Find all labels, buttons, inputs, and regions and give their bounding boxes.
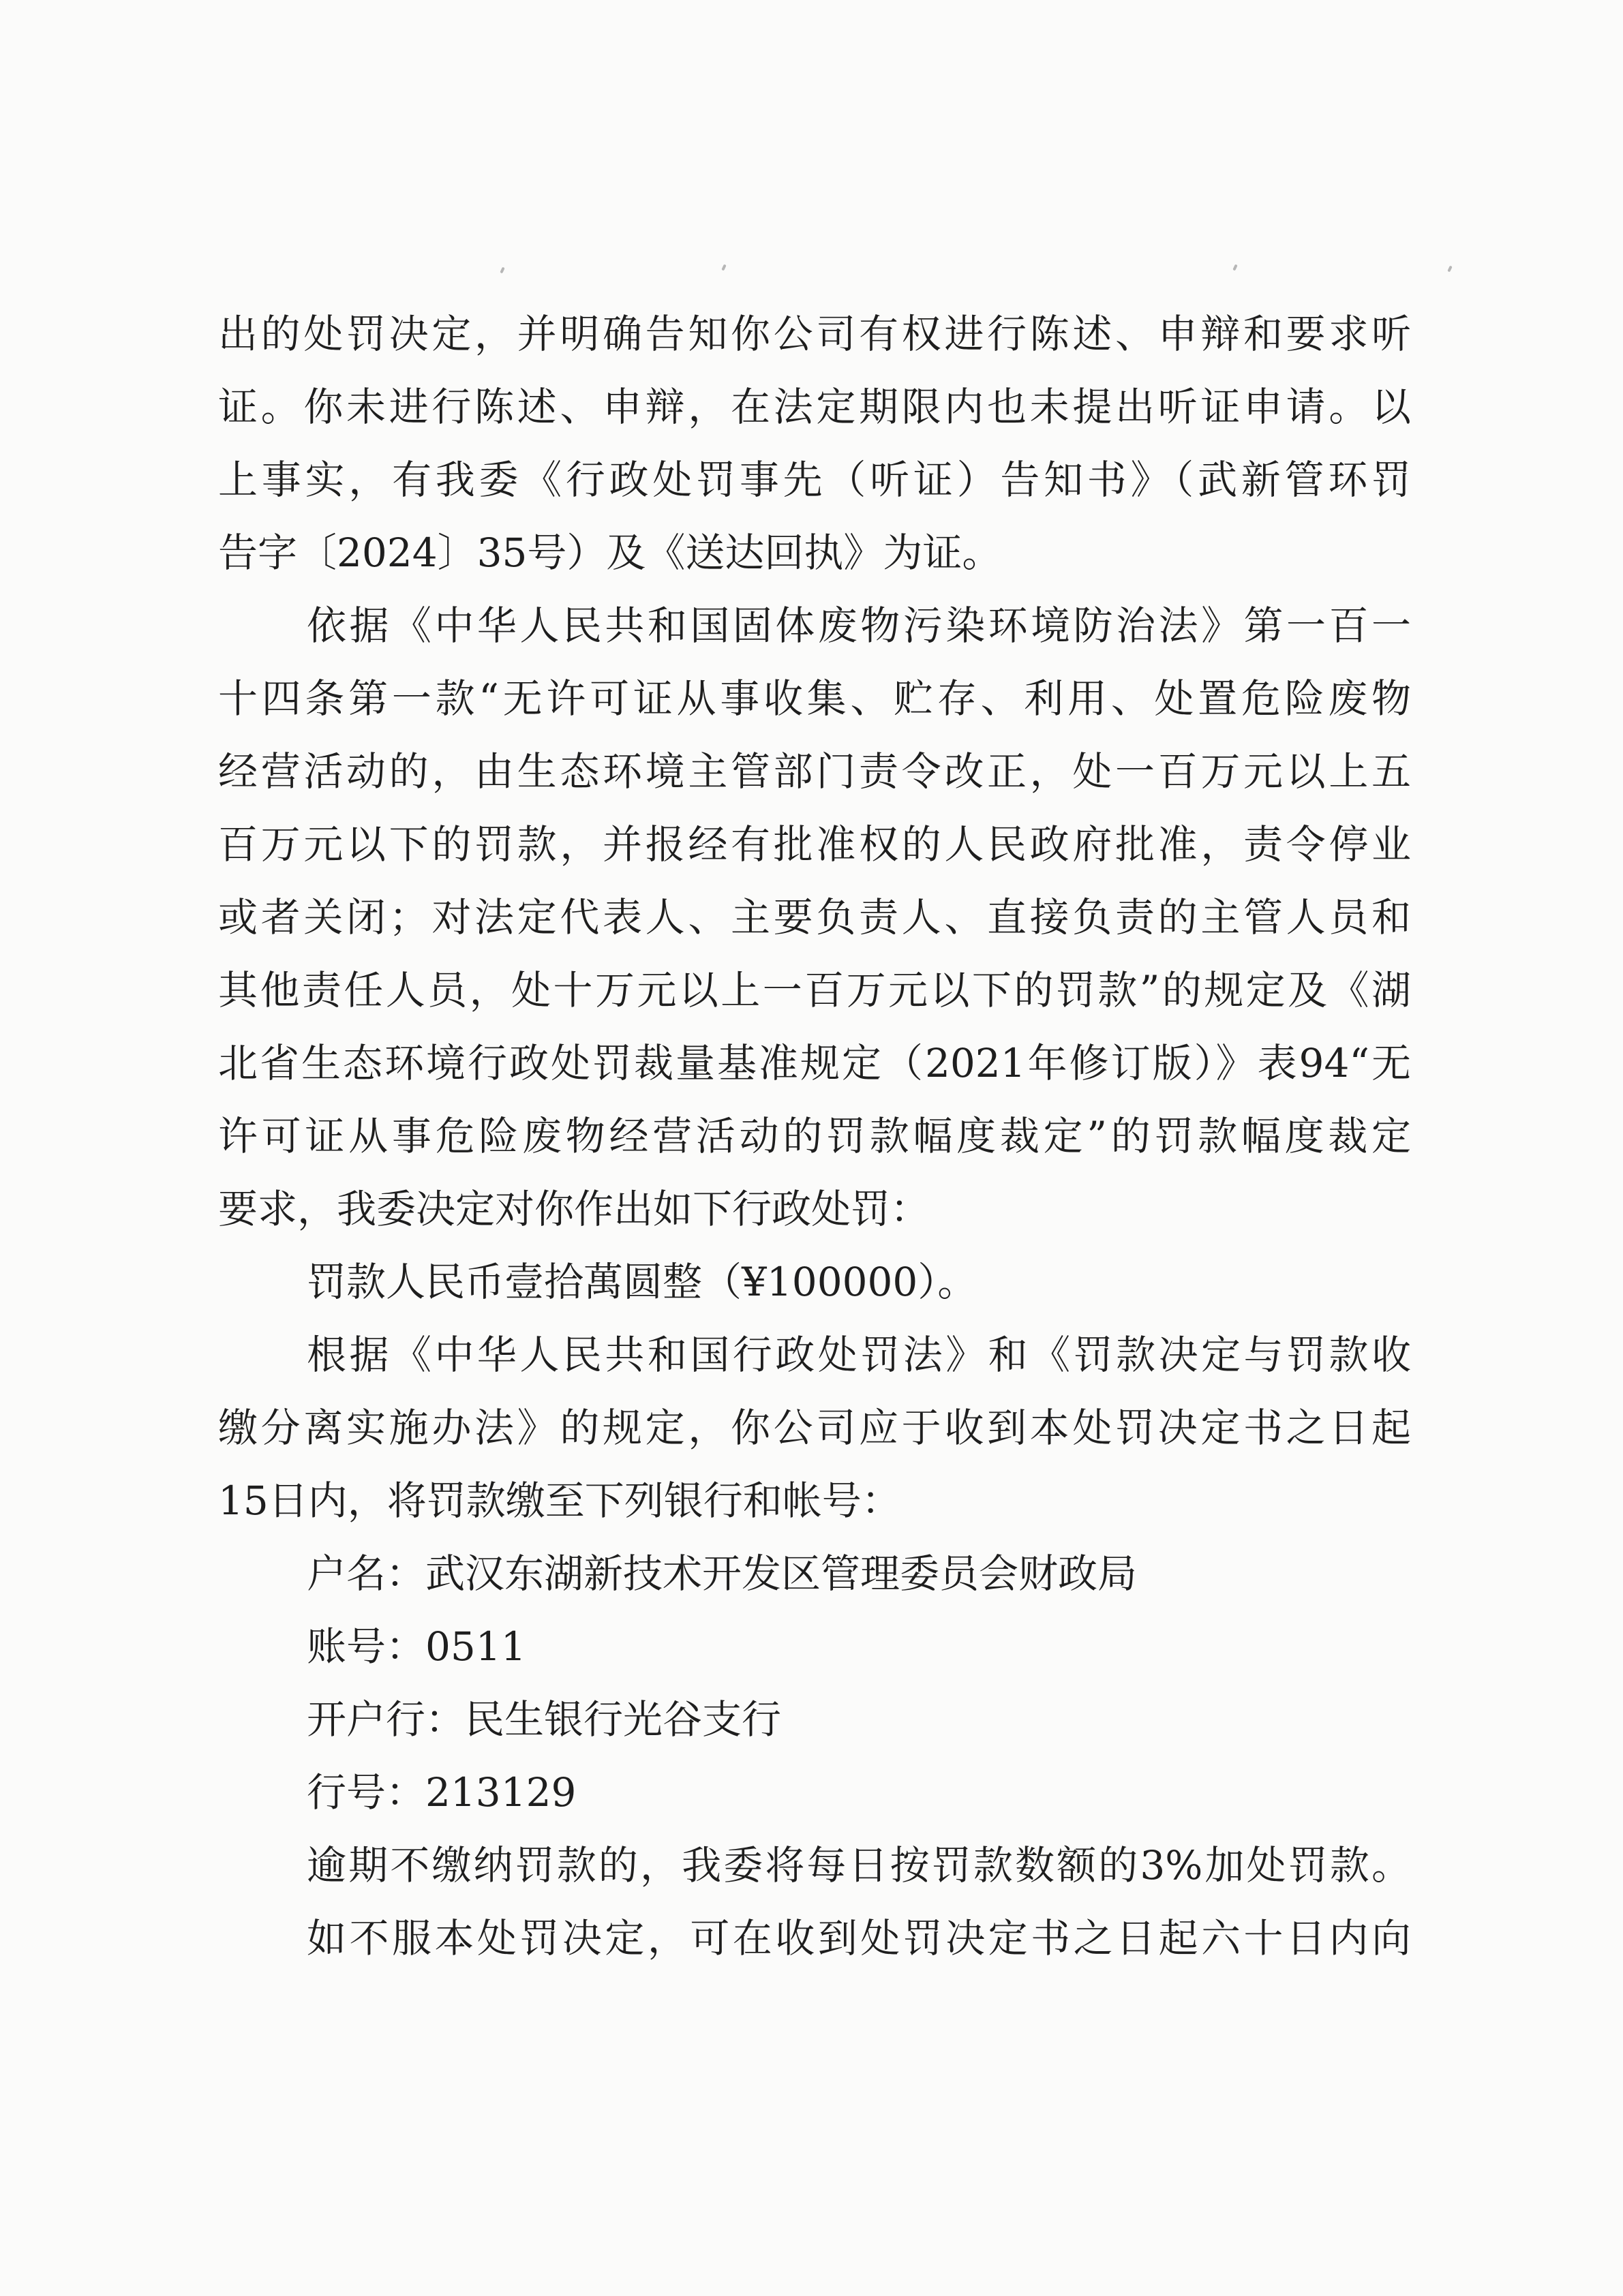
text-line: 户名：武汉东湖新技术开发区管理委员会财政局 — [307, 1550, 1138, 1597]
text-line: 依据《中华人民共和国固体废物污染环境防治法》第一百一 — [307, 602, 1411, 649]
text-line: 经营活动的，由生态环境主管部门责令改正，处一百万元以上五 — [218, 748, 1411, 795]
text-line: 告字〔2024〕35号）及《送达回执》为证。 — [218, 530, 1002, 576]
text-line: 行号：213129 — [307, 1769, 577, 1816]
text-line: 根据《中华人民共和国行政处罚法》和《罚款决定与罚款收 — [307, 1332, 1411, 1378]
text-line: 北省生态环境行政处罚裁量基准规定（2021年修订版）》表94“无 — [218, 1040, 1411, 1086]
scan-speck — [500, 267, 504, 274]
scan-speck — [1232, 264, 1237, 271]
text-line: 百万元以下的罚款，并报经有批准权的人民政府批准，责令停业 — [218, 821, 1411, 868]
text-line: 要求，我委决定对你作出如下行政处罚： — [218, 1186, 930, 1232]
text-line: 出的处罚决定，并明确告知你公司有权进行陈述、申辩和要求听 — [218, 311, 1411, 357]
text-line: 开户行：民生银行光谷支行 — [307, 1696, 782, 1743]
text-line: 十四条第一款“无许可证从事收集、贮存、利用、处置危险废物 — [218, 675, 1411, 722]
text-line: 或者关闭；对法定代表人、主要负责人、直接负责的主管人员和 — [218, 894, 1411, 940]
scan-speck — [721, 264, 726, 271]
text-line: 15日内，将罚款缴至下列银行和帐号： — [218, 1478, 901, 1524]
text-line: 许可证从事危险废物经营活动的罚款幅度裁定”的罚款幅度裁定 — [218, 1113, 1411, 1159]
text-line: 缴分离实施办法》的规定，你公司应于收到本处罚决定书之日起 — [218, 1405, 1411, 1451]
text-line: 证。你未进行陈述、申辩，在法定期限内也未提出听证申请。以 — [218, 384, 1411, 430]
scan-speck — [1447, 266, 1452, 273]
text-line: 其他责任人员，处十万元以上一百万元以下的罚款”的规定及《湖 — [218, 967, 1411, 1013]
text-line: 如不服本处罚决定，可在收到处罚决定书之日起六十日内向 — [307, 1915, 1411, 1961]
text-line: 账号：0511 — [307, 1623, 526, 1670]
text-line: 逾期不缴纳罚款的，我委将每日按罚款数额的3%加处罚款。 — [307, 1842, 1411, 1888]
text-line: 上事实，有我委《行政处罚事先（听证）告知书》（武新管环罚 — [218, 457, 1411, 503]
text-line: 罚款人民币壹拾萬圆整（¥100000）。 — [307, 1259, 977, 1305]
